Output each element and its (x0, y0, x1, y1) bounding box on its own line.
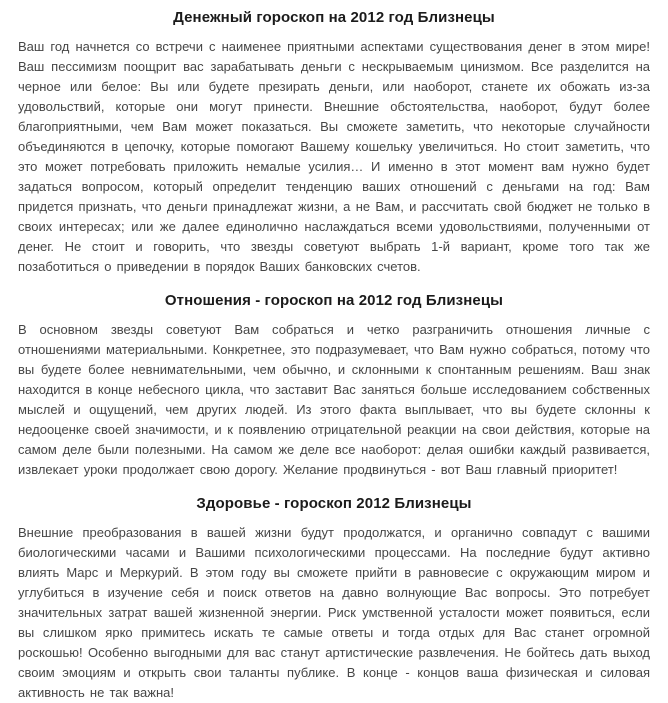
money-horoscope-text: Ваш год начнется со встречи с наименее приятными аспектами существования денег в этом мире! Ваш пессимизм поощрит вас зарабатывать деньги с нескрываемым цинизмом. Все разделится на черное или белое: Вы или будете презирать деньги, или наоборот, станете их обожать из-за удовольствий, которые они могут принести. Внешние обстоятельства, наоборот, будут более благоприятными, чем Вам может показаться. Вы сможете заметить, что некоторые случайности объединяются в цепочку, которые помогают Вашему кошельку увеличиться. Но стоит заметить, что это может потребовать приложить немалые усилия… И именно в этот момент вам нужно будет задаться вопросом, который определит тенденцию ваших отношений с деньгами на год: Вам придется признать, что деньги принадлежат жизни, а не Вам, и рассчитать свой бюджет не только в своих интересах; или же далее единолично наслаждаться всеми удовольствиями, полученными от денег. Не стоит и говорить, что звезды советуют выбрать 1-й вариант, кроме того так же позаботиться о приведении в порядок Ваших банковских счетов. (18, 39, 650, 274)
relationships-horoscope-text: В основном звезды советуют Вам собраться и четко разграничить отношения личные с отношениями материальными. Конкретнее, это подразумевает, что Вам нужно собраться, потому что вы будете более невнимательными, чем обычно, и склонными к спонтанным решениям. Ваш знак находится в конце небесного цикла, что заставит Вас заняться больше исследованием собственных мыслей и ощущений, чем других людей. Из этого факта выплывает, что вы будете склонны к недооценке своей значимости, и к появлению отрицательной реакции на свои действия, которые на самом деле были полезными. На самом же деле все наоборот: делая ошибки каждый развивается, извлекает уроки продолжает свою дорогу. Желание продвинуться - вот Ваш главный приоритет! (18, 322, 650, 477)
health-horoscope-title: Здоровье - гороскоп 2012 Близнецы (196, 495, 472, 512)
relationships-horoscope-title: Отношения - гороскоп на 2012 год Близнецы (164, 292, 504, 309)
section-money-horoscope (18, 4, 650, 277)
health-horoscope-text: Внешние преобразования в вашей жизни будут продолжатся, и органично совпадут с вашими биологическими часами и Вашими психологическими процессами. На последние будут активно влиять Марс и Меркурий. В этом году вы сможете прийти в равновесие с окружающим миром и углубиться в изучение себя и поиск ответов на давно волнующие Вас вопросы. Это потребует значительных затрат вашей жизненной энергии. Риск умственной усталости может появиться, если вы слишком ярко примитесь искать те самые ответы и тогда отдых для Вас станет огромной роскошью! Особенно выгодными для вас станут артистические развлечения. Не бойтесь дать выход своим эмоциям и открыть свои таланты публике. В конце - концов ваша физическая и силовая активность не так важна! (18, 525, 650, 700)
section-relationships-horoscope (18, 291, 650, 480)
section-health-horoscope (18, 494, 650, 703)
money-horoscope-title: Денежный гороскоп на 2012 год Близнецы (173, 9, 495, 26)
